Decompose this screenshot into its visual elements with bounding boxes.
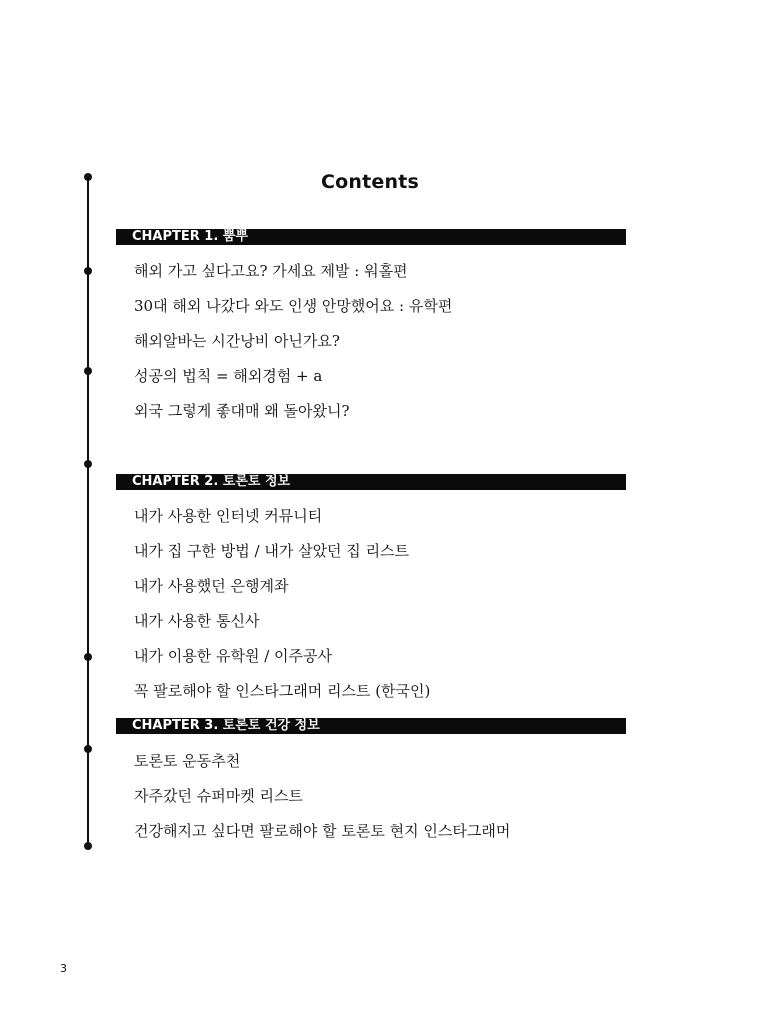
toc-item[interactable]: 외국 그렇게 좋대매 왜 돌아왔니? bbox=[134, 402, 350, 420]
toc-item[interactable]: 내가 사용한 통신사 bbox=[134, 612, 260, 630]
timeline-dot bbox=[84, 842, 92, 850]
toc-item[interactable]: 30대 해외 나갔다 와도 인생 안망했어요 : 유학편 bbox=[134, 297, 453, 315]
timeline-dot bbox=[84, 745, 92, 753]
chapter-heading bbox=[116, 229, 626, 245]
chapter-label: CHAPTER 2. 토론토 정보 bbox=[132, 474, 291, 489]
chapter-label: CHAPTER 3. 토론토 건강 정보 bbox=[132, 718, 320, 733]
toc-item[interactable]: 해외알바는 시간낭비 아닌가요? bbox=[134, 332, 340, 350]
timeline-dot bbox=[84, 267, 92, 275]
timeline-dot bbox=[84, 460, 92, 468]
toc-item[interactable]: 성공의 법칙 = 해외경험 + a bbox=[134, 367, 323, 385]
timeline-dot bbox=[84, 367, 92, 375]
toc-item[interactable]: 자주갔던 슈퍼마켓 리스트 bbox=[134, 787, 303, 805]
page-number: 3 bbox=[60, 962, 67, 975]
toc-item[interactable]: 꼭 팔로해야 할 인스타그래머 리스트 (한국인) bbox=[134, 682, 431, 700]
toc-item[interactable]: 내가 이용한 유학원 / 이주공사 bbox=[134, 647, 333, 665]
toc-item[interactable]: 내가 사용했던 은행계좌 bbox=[134, 577, 289, 595]
toc-item[interactable]: 해외 가고 싶다고요? 가세요 제발 : 워홀편 bbox=[134, 262, 408, 280]
toc-item[interactable]: 토론토 운동추천 bbox=[134, 752, 241, 770]
toc-item[interactable]: 내가 집 구한 방법 / 내가 살았던 집 리스트 bbox=[134, 542, 410, 560]
chapter-heading bbox=[116, 718, 626, 734]
page-title: Contents bbox=[320, 171, 419, 193]
toc-item[interactable]: 내가 사용한 인터넷 커뮤니티 bbox=[134, 507, 323, 525]
chapter-heading bbox=[116, 474, 626, 490]
timeline-dot bbox=[84, 653, 92, 661]
chapter-label: CHAPTER 1. 뿜뿌 bbox=[132, 229, 248, 244]
toc-item[interactable]: 건강해지고 싶다면 팔로해야 할 토론토 현지 인스타그래머 bbox=[134, 822, 511, 840]
